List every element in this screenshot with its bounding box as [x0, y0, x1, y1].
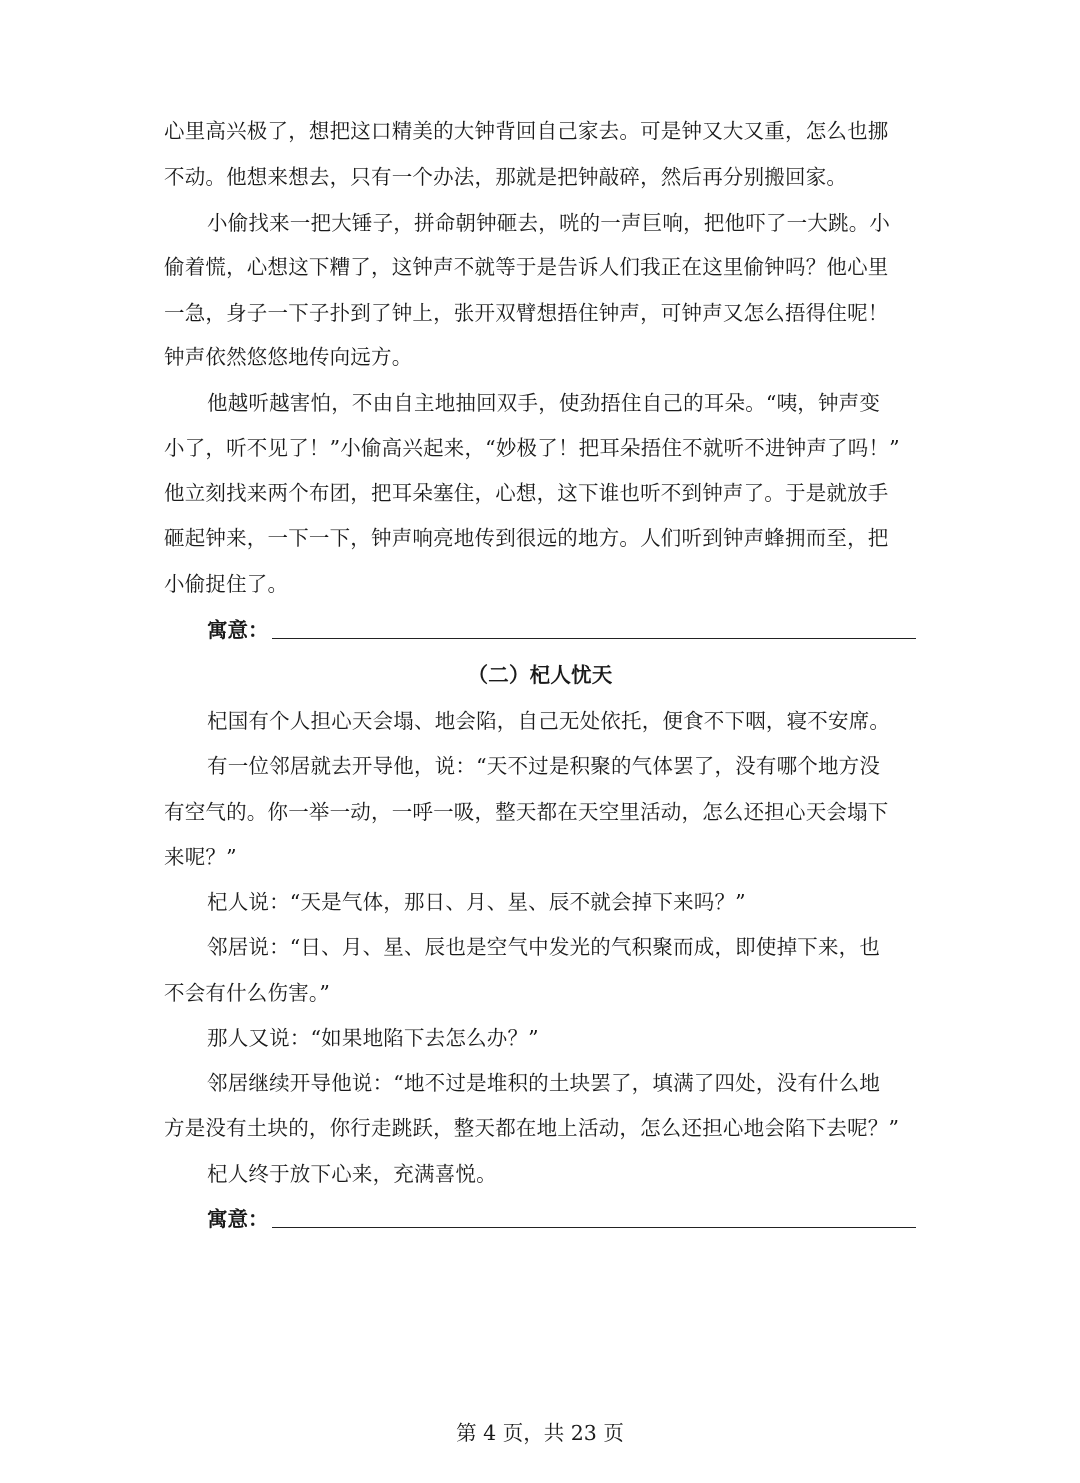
- story1-line: 小偷找来一把大锤子，拼命朝钟砸去，咣的一声巨响，把他吓了一大跳。小: [207, 211, 891, 235]
- story1-line: 小了，听不见了！”小偷高兴起来，“妙极了！把耳朵捂住不就听不进钟声了吗！”: [164, 436, 900, 460]
- story2-line: 杞国有个人担心天会塌、地会陷，自己无处依托，便食不下咽，寝不安席。: [207, 709, 891, 733]
- story2-line: 杞人终于放下心来，充满喜悦。: [207, 1162, 497, 1186]
- story2-line: 有一位邻居就去开导他，说：“天不过是积聚的气体罢了，没有哪个地方没: [207, 754, 881, 778]
- story2-line: 那人又说：“如果地陷下去怎么办？”: [207, 1026, 539, 1050]
- story1-line: 砸起钟来，一下一下，钟声响亮地传到很远的地方。人们听到钟声蜂拥而至，把: [164, 526, 889, 550]
- story1-line: 他立刻找来两个布团，把耳朵塞住，心想，这下谁也听不到钟声了。于是就放手: [164, 481, 889, 505]
- story1-line: 一急，身子一下子扑到了钟上，张开双臂想捂住钟声，可钟声又怎么捂得住呢！: [164, 301, 889, 325]
- story1-line: 小偷捉住了。: [164, 572, 289, 596]
- story2-title: （二）杞人忧天: [467, 663, 613, 687]
- story1-line: 心里高兴极了，想把这口精美的大钟背回自己家去。可是钟又大又重，怎么也挪: [164, 119, 889, 143]
- story1-line: 偷着慌，心想这下糟了，这钟声不就等于是告诉人们我正在这里偷钟吗？他心里: [164, 255, 889, 279]
- story2-line: 邻居继续开导他说：“地不过是堆积的土块罢了，填满了四处，没有什么地: [207, 1071, 881, 1095]
- story1-line: 钟声依然悠悠地传向远方。: [164, 345, 413, 369]
- story2-line: 来呢？”: [164, 845, 237, 869]
- story2-line: 有空气的。你一举一动，一呼一吸，整天都在天空里活动，怎么还担心天会塌下: [164, 800, 889, 824]
- moral-answer-line-2[interactable]: [272, 1227, 916, 1228]
- story1-line: 他越听越害怕，不由自主地抽回双手，使劲捂住自己的耳朵。“咦，钟声变: [207, 391, 881, 415]
- story2-line: 不会有什么伤害。”: [164, 981, 331, 1005]
- story2-line: 方是没有土块的，你行走跳跃，整天都在地上活动，怎么还担心地会陷下去呢？”: [164, 1116, 900, 1140]
- story1-line: 不动。他想来想去，只有一个办法，那就是把钟敲碎，然后再分别搬回家。: [164, 165, 848, 189]
- moral-label-2: 寓意：: [207, 1207, 269, 1231]
- moral-answer-line-1[interactable]: [272, 638, 916, 639]
- story2-line: 邻居说：“日、月、星、辰也是空气中发光的气积聚而成，即使掉下来，也: [207, 935, 881, 959]
- moral-label-1: 寓意：: [207, 618, 269, 642]
- page-footer: 第 4 页，共 23 页: [456, 1421, 624, 1445]
- story2-line: 杞人说：“天是气体，那日、月、星、辰不就会掉下来吗？”: [207, 890, 746, 914]
